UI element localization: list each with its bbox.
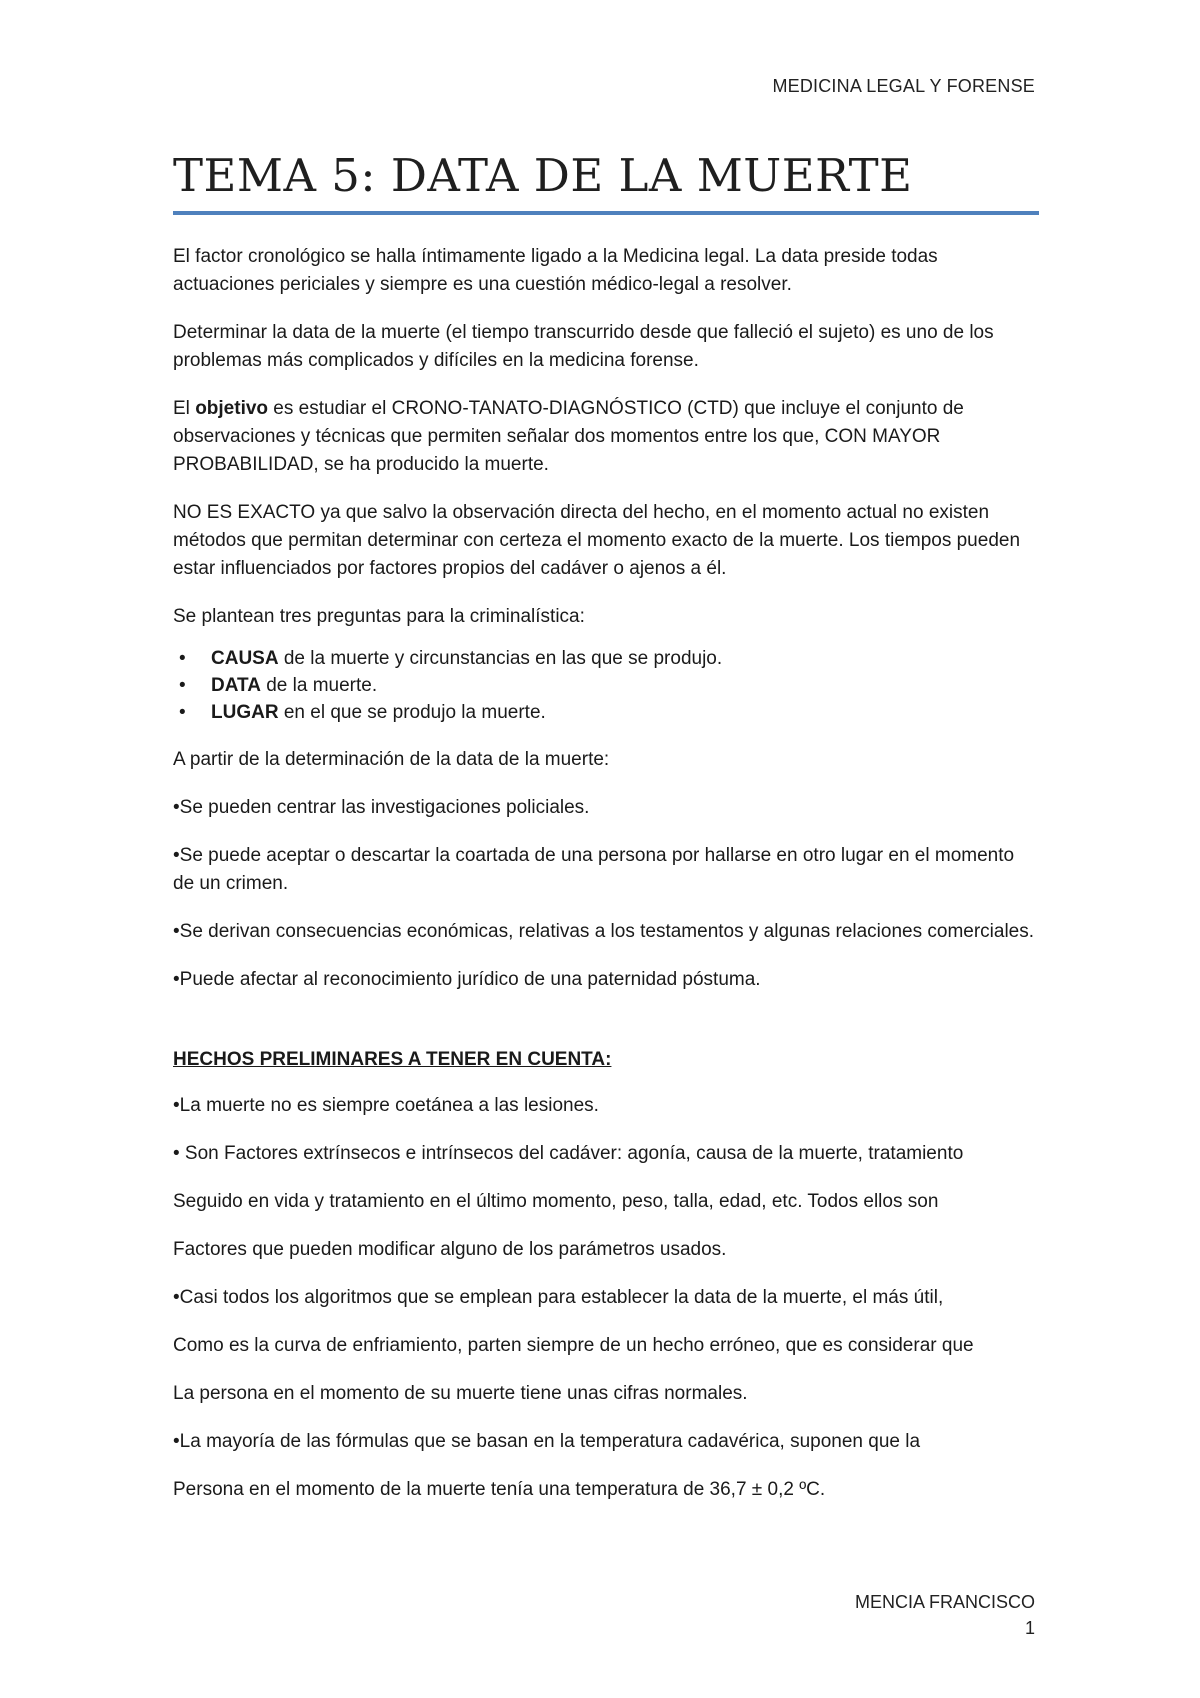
preliminary-line: •Casi todos los algoritmos que se emplean para establecer la data de la muerte, el más útil, <box>173 1287 944 1308</box>
question-keyword: CAUSA <box>211 648 279 669</box>
determination-item: •Se puede aceptar o descartar la coartada de una persona por hallarse en otro lugar en el momento de un crimen. <box>173 845 1015 894</box>
paragraph-determination-lead: A partir de la determinación de la data de la muerte: <box>173 749 610 770</box>
list-item <box>173 645 1039 672</box>
question-keyword: LUGAR <box>211 702 279 723</box>
document-body <box>173 243 1039 1524</box>
preliminary-line: La persona en el momento de su muerte tiene unas cifras normales. <box>173 1383 748 1404</box>
preliminary-line: Seguido en vida y tratamiento en el último momento, peso, talla, edad, etc. Todos ellos son <box>173 1191 939 1212</box>
question-text: de la muerte y circunstancias en las que se produjo. <box>278 648 723 669</box>
objective-keyword: objetivo <box>195 398 269 419</box>
objective-prefix: El <box>173 398 196 419</box>
bullet-icon: • <box>179 648 186 669</box>
preliminary-line: Como es la curva de enfriamiento, parten siempre de un hecho erróneo, que es considerar que <box>173 1335 974 1356</box>
page-number: 1 <box>1024 1618 1035 1638</box>
running-header: MEDICINA LEGAL Y FORENSE <box>772 76 1035 96</box>
questions-list <box>173 645 1039 726</box>
paragraph-not-exact: NO ES EXACTO ya que salvo la observación directa del hecho, en el momento actual no existen métodos que permitan determinar con certeza el momento exacto de la muerte. Los tiempos pueden estar influenciados por factores propios del cadáver o ajenos a él. <box>173 502 1021 579</box>
question-text: de la muerte. <box>260 675 378 696</box>
paragraph-questions-lead: Se plantean tres preguntas para la criminalística: <box>173 606 585 627</box>
footer-author: MENCIA FRANCISCO <box>854 1592 1035 1612</box>
title-underline <box>173 211 1039 215</box>
preliminary-line: •La muerte no es siempre coetánea a las lesiones. <box>173 1095 599 1116</box>
question-text: en el que se produjo la muerte. <box>278 702 546 723</box>
question-keyword: DATA <box>211 675 261 696</box>
objective-text: es estudiar el CRONO-TANATO-DIAGNÓSTICO (CTD) que incluye el conjunto de observaciones y técnicas que permiten señalar dos momentos entre los que, CON MAYOR PROBABILIDAD, se ha producido la muerte. <box>173 398 964 475</box>
preliminary-line: Factores que pueden modificar alguno de los parámetros usados. <box>173 1239 727 1260</box>
section-heading-preliminary: HECHOS PRELIMINARES A TENER EN CUENTA: <box>173 1049 612 1070</box>
determination-item: •Puede afectar al reconocimiento jurídico de una paternidad póstuma. <box>173 969 761 990</box>
preliminary-line: Persona en el momento de la muerte tenía una temperatura de 36,7 ± 0,2 ºC. <box>173 1479 826 1500</box>
determination-item: •Se derivan consecuencias económicas, relativas a los testamentos y algunas relaciones comerciales. <box>173 921 1035 942</box>
determination-item: •Se pueden centrar las investigaciones policiales. <box>173 797 590 818</box>
bullet-icon: • <box>179 702 186 723</box>
list-item <box>173 672 1039 699</box>
preliminary-line: • Son Factores extrínsecos e intrínsecos del cadáver: agonía, causa de la muerte, tratamiento <box>173 1143 964 1164</box>
paragraph-intro: El factor cronológico se halla íntimamente ligado a la Medicina legal. La data preside todas actuaciones periciales y siempre es una cuestión médico-legal a resolver. <box>173 246 938 295</box>
paragraph-objective <box>173 395 1039 479</box>
preliminary-line: •La mayoría de las fórmulas que se basan en la temperatura cadavérica, suponen que la <box>173 1431 921 1452</box>
bullet-icon: • <box>179 675 186 696</box>
list-item <box>173 699 1039 726</box>
page-title: TEMA 5: DATA DE LA MUERTE <box>173 149 913 202</box>
paragraph-difficulty: Determinar la data de la muerte (el tiempo transcurrido desde que falleció el sujeto) es uno de los problemas más complicados y difíciles en la medicina forense. <box>173 322 994 371</box>
